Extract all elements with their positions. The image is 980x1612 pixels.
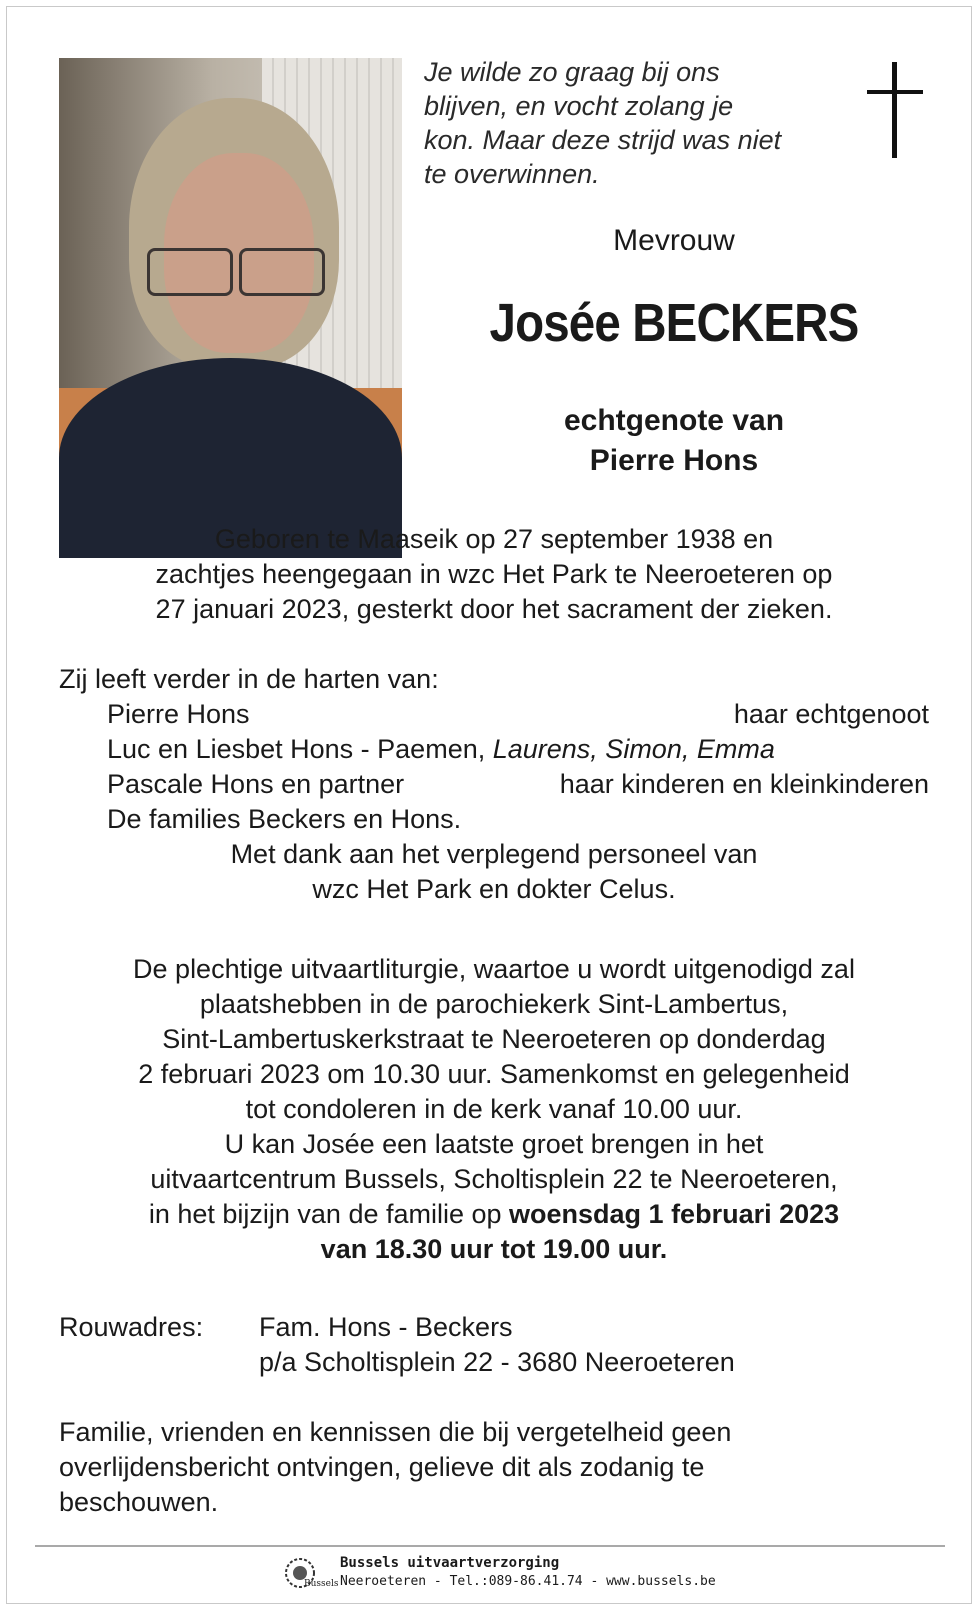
- firm-name: Bussels uitvaartverzorging: [340, 1555, 560, 1571]
- photo-glasses-left: [147, 248, 233, 296]
- footer-divider: [35, 1545, 945, 1547]
- birth-death-text: [59, 522, 929, 627]
- address-line: p/a Scholtisplein 22 - 3680 Neeroeteren: [259, 1347, 735, 1377]
- spouse-name: Pierre Hons: [589, 444, 759, 477]
- liturgy-line: plaatshebben in de parochiekerk Sint-Lambertus,: [199, 989, 789, 1019]
- liturgy-line: Sint-Lambertuskerkstraat te Neeroeteren op donderdag: [162, 1024, 826, 1054]
- visit-prefix: in het bijzijn van de familie op: [148, 1199, 510, 1229]
- survivor-row: [59, 767, 929, 802]
- born-line: Geboren te Maaseik op 27 september 1938 en: [214, 524, 774, 554]
- born-line: zachtjes heengegaan in wzc Het Park te Neeroeteren op: [155, 559, 833, 589]
- liturgy-line: U kan Josée een laatste groet brengen in het: [224, 1129, 764, 1159]
- poem: [424, 55, 854, 191]
- survivor-role: haar kinderen en kleinkinderen: [559, 769, 929, 799]
- survivor-row: [59, 697, 929, 732]
- thanks-line: Met dank aan het verplegend personeel van: [230, 839, 758, 869]
- grandchildren-names: Laurens, Simon, Emma: [492, 734, 775, 764]
- notice-line: beschouwen.: [59, 1487, 219, 1517]
- survivors-block: [59, 662, 929, 907]
- salutation: Mevrouw: [613, 224, 735, 257]
- photo-glasses-right: [239, 248, 325, 296]
- mourning-address: [59, 1310, 929, 1380]
- spouse-block: [424, 401, 924, 481]
- deceased-name: Josée BECKERS: [489, 293, 859, 353]
- visit-line: [59, 1197, 929, 1232]
- firm-contact: Neeroeteren - Tel.:089-86.41.74 - www.bussels.be: [340, 1574, 716, 1589]
- survivor-row: [59, 732, 929, 767]
- survivors-intro: Zij leeft verder in de harten van:: [59, 664, 439, 694]
- notice-line: overlijdensbericht ontvingen, gelieve dit als zodanig te: [59, 1452, 705, 1482]
- survivor-role: haar echtgenoot: [733, 699, 929, 729]
- survivor-name: Pierre Hons: [107, 699, 250, 729]
- visit-time: van 18.30 uur tot 19.00 uur.: [320, 1234, 668, 1264]
- poem-line: blijven, en vocht zolang je: [424, 91, 734, 121]
- bussels-logo: [280, 1553, 339, 1593]
- visit-date: woensdag 1 februari 2023: [509, 1199, 840, 1229]
- logo-text: Bussels: [304, 1579, 339, 1589]
- notice-block: [59, 1415, 929, 1520]
- born-line: 27 januari 2023, gesterkt door het sacrament der zieken.: [155, 594, 833, 624]
- liturgy-line: 2 februari 2023 om 10.30 uur. Samenkomst en gelegenheid: [138, 1059, 850, 1089]
- address-line: Fam. Hons - Beckers: [259, 1312, 513, 1342]
- liturgy-line: tot condoleren in de kerk vanaf 10.00 uur.: [245, 1094, 743, 1124]
- notice-line: Familie, vrienden en kennissen die bij vergetelheid geen: [59, 1417, 732, 1447]
- spouse-intro: echtgenote van: [563, 404, 785, 437]
- poem-line: te overwinnen.: [424, 159, 600, 189]
- address-label: Rouwadres:: [59, 1312, 204, 1342]
- survivor-name: Pascale Hons en partner: [107, 769, 405, 799]
- survivor-name: Luc en Liesbet Hons - Paemen,: [107, 734, 493, 764]
- poem-line: kon. Maar deze strijd was niet: [424, 125, 782, 155]
- cross-icon: [867, 62, 923, 158]
- liturgy-line: uitvaartcentrum Bussels, Scholtisplein 22 te Neeroeteren,: [150, 1164, 838, 1194]
- survivor-row: De families Beckers en Hons.: [107, 804, 462, 834]
- portrait-photo: [59, 58, 402, 520]
- poem-line: Je wilde zo graag bij ons: [424, 57, 720, 87]
- liturgy-line: De plechtige uitvaartliturgie, waartoe u wordt uitgenodigd zal: [133, 954, 855, 984]
- liturgy-block: [59, 952, 929, 1267]
- thanks-line: wzc Het Park en dokter Celus.: [312, 874, 676, 904]
